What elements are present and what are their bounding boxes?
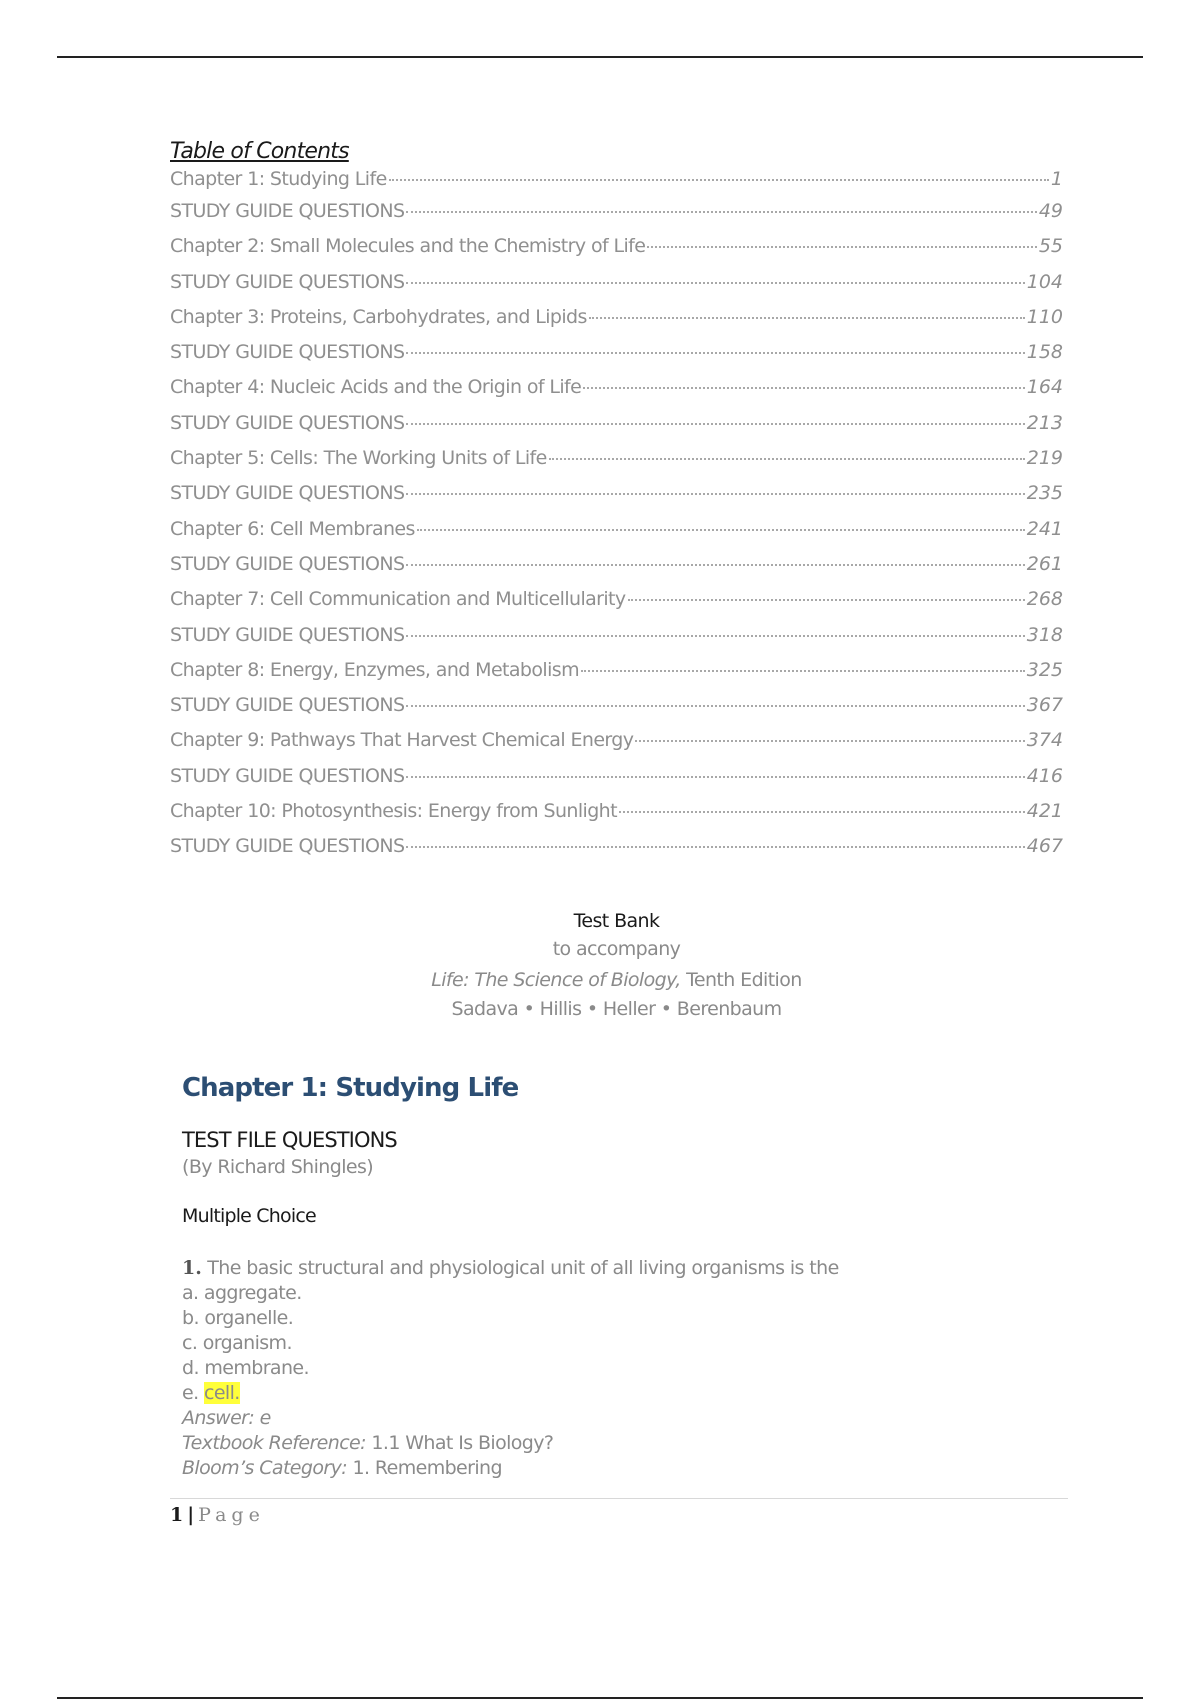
- toc-dot-leader: [406, 635, 1024, 637]
- highlighted-answer: cell.: [203, 1382, 240, 1404]
- toc-entry[interactable]: [170, 341, 1063, 376]
- toc-entry-page: 164: [1026, 376, 1063, 399]
- toc-entry-title: Chapter 2: Small Molecules and the Chemistry of Life: [170, 235, 646, 258]
- answer-option-prefix: e.: [182, 1382, 204, 1404]
- book-authors: Sadava • Hillis • Heller • Berenbaum: [451, 998, 782, 1020]
- book-title-line: [170, 965, 1063, 995]
- toc-entry[interactable]: [170, 376, 1063, 411]
- question-item: [182, 1255, 1062, 1481]
- toc-entry-title: STUDY GUIDE QUESTIONS: [170, 482, 405, 505]
- toc-entry-page: 213: [1026, 411, 1063, 434]
- answer-label: Answer:: [182, 1407, 255, 1429]
- toc-dot-leader: [628, 599, 1025, 601]
- toc-entry[interactable]: [170, 624, 1063, 659]
- toc-dot-leader: [619, 811, 1025, 813]
- toc-entry-title: Chapter 1: Studying Life: [170, 168, 387, 190]
- toc-entry-page: 318: [1026, 623, 1063, 646]
- toc-entry[interactable]: [170, 800, 1063, 835]
- multiple-choice-heading: Multiple Choice: [182, 1205, 316, 1227]
- footer-divider: [170, 1498, 1068, 1499]
- toc-dot-leader: [589, 317, 1025, 319]
- chapter-section: [182, 1070, 1062, 1481]
- toc-dot-leader: [389, 179, 1049, 181]
- question-stem: [182, 1255, 1062, 1281]
- toc-entry-page: 325: [1026, 658, 1063, 681]
- question-text: The basic structural and physiological unit of all living organisms is the: [201, 1257, 839, 1279]
- toc-entry-page: 416: [1026, 764, 1063, 787]
- toc-dot-leader: [406, 776, 1024, 778]
- toc-entry[interactable]: [170, 729, 1063, 764]
- toc-dot-leader: [406, 352, 1024, 354]
- toc-entry[interactable]: [170, 765, 1063, 800]
- toc-entry-page: 219: [1026, 447, 1063, 470]
- answer-line: [182, 1406, 1062, 1431]
- toc-entry[interactable]: [170, 482, 1063, 517]
- toc-dot-leader: [583, 387, 1025, 389]
- toc-dot-leader: [581, 670, 1025, 672]
- toc-entry[interactable]: [170, 412, 1063, 447]
- toc-entry-title: Chapter 5: Cells: The Working Units of Life: [170, 447, 547, 470]
- toc-title: Table of Contents: [170, 139, 349, 164]
- toc-entry[interactable]: [170, 694, 1063, 729]
- test-file-heading: TEST FILE QUESTIONS: [182, 1128, 397, 1152]
- toc-entry[interactable]: [170, 835, 1063, 870]
- toc-entry-title: Chapter 6: Cell Membranes: [170, 517, 415, 540]
- toc-entry-page: 421: [1026, 800, 1063, 823]
- toc-entry-page: 1: [1050, 168, 1063, 190]
- toc-entry[interactable]: [170, 200, 1063, 235]
- toc-entry-page: 110: [1026, 305, 1063, 328]
- toc-entry-title: STUDY GUIDE QUESTIONS: [170, 694, 405, 717]
- toc-dot-leader: [406, 705, 1024, 707]
- toc-dot-leader: [635, 740, 1024, 742]
- toc-dot-leader: [406, 846, 1024, 848]
- toc-entry-page: 241: [1026, 517, 1063, 540]
- blooms-category-label: Bloom’s Category:: [182, 1457, 348, 1479]
- toc-entry-page: 268: [1026, 588, 1063, 611]
- answer-option: d. membrane.: [182, 1357, 309, 1379]
- toc-entry-page: 235: [1026, 482, 1063, 505]
- toc-entry-title: STUDY GUIDE QUESTIONS: [170, 411, 405, 434]
- toc-entry-title: STUDY GUIDE QUESTIONS: [170, 341, 405, 364]
- toc-entry-title: Chapter 4: Nucleic Acids and the Origin of Life: [170, 376, 582, 399]
- footer-separator: |: [187, 1504, 195, 1526]
- toc-entry-title: STUDY GUIDE QUESTIONS: [170, 270, 405, 293]
- toc-entry[interactable]: [170, 235, 1063, 270]
- blooms-category-value: 1. Remembering: [347, 1457, 502, 1479]
- footer-page-number: 1: [170, 1504, 184, 1526]
- toc-entry[interactable]: [170, 553, 1063, 588]
- toc-entry[interactable]: [170, 306, 1063, 341]
- toc-dot-leader: [647, 246, 1036, 248]
- toc-dot-leader: [406, 211, 1036, 213]
- toc-entry-title: STUDY GUIDE QUESTIONS: [170, 552, 405, 575]
- toc-entry-title: STUDY GUIDE QUESTIONS: [170, 200, 405, 222]
- test-bank-title: Test Bank: [573, 910, 660, 932]
- answer-option: b. organelle.: [182, 1307, 294, 1329]
- bottom-rule: [57, 1697, 1143, 1699]
- toc-entry-page: 104: [1026, 270, 1063, 293]
- toc-entry-title: Chapter 10: Photosynthesis: Energy from Sunlight: [170, 800, 617, 823]
- chapter-title: Chapter 1: Studying Life: [182, 1073, 519, 1103]
- answer-option: a. aggregate.: [182, 1282, 302, 1304]
- test-file-author: (By Richard Shingles): [182, 1156, 374, 1178]
- answer-options: [182, 1281, 1062, 1406]
- toc-entry[interactable]: [170, 518, 1063, 553]
- toc-dot-leader: [406, 564, 1024, 566]
- question-number: 1.: [182, 1257, 202, 1279]
- textbook-reference-value: 1.1 What Is Biology?: [365, 1432, 554, 1454]
- toc-entry-page: 49: [1038, 200, 1063, 222]
- answer-option-correct: [182, 1381, 1062, 1406]
- footer-page-label: Page: [198, 1504, 265, 1526]
- toc-entry-page: 261: [1026, 552, 1063, 575]
- toc-entry-title: Chapter 8: Energy, Enzymes, and Metabolism: [170, 658, 579, 681]
- answer-value: e: [254, 1407, 271, 1429]
- page-footer: [170, 1502, 265, 1528]
- toc-entry-page: 158: [1026, 341, 1063, 364]
- toc-entry-title: Chapter 9: Pathways That Harvest Chemical Energy: [170, 729, 634, 752]
- toc-entry-page: 374: [1026, 729, 1063, 752]
- toc-entry-title: STUDY GUIDE QUESTIONS: [170, 835, 405, 858]
- toc-entry-page: 367: [1026, 694, 1063, 717]
- test-bank-subtitle: to accompany: [552, 938, 681, 960]
- book-edition: Tenth Edition: [680, 969, 802, 991]
- toc-entry-page: 55: [1038, 235, 1063, 258]
- book-title: Life: The Science of Biology,: [431, 969, 681, 991]
- toc-entry-page: 467: [1026, 835, 1063, 858]
- toc-entry[interactable]: [170, 271, 1063, 306]
- toc-entry-title: STUDY GUIDE QUESTIONS: [170, 623, 405, 646]
- textbook-reference-line: [182, 1431, 1062, 1456]
- toc-dot-leader: [417, 529, 1025, 531]
- toc-entry[interactable]: [170, 168, 1063, 200]
- toc-entry-title: STUDY GUIDE QUESTIONS: [170, 764, 405, 787]
- toc-entry-title: Chapter 7: Cell Communication and Multicellularity: [170, 588, 626, 611]
- toc-entry[interactable]: [170, 659, 1063, 694]
- toc-dot-leader: [406, 423, 1024, 425]
- toc-dot-leader: [549, 458, 1025, 460]
- answer-option: c. organism.: [182, 1332, 292, 1354]
- blooms-category-line: [182, 1456, 1062, 1481]
- test-bank-title-block: [170, 907, 1063, 1023]
- toc-dot-leader: [406, 282, 1024, 284]
- toc-entry-title: Chapter 3: Proteins, Carbohydrates, and Lipids: [170, 305, 587, 328]
- table-of-contents: [170, 138, 1063, 871]
- toc-dot-leader: [406, 493, 1024, 495]
- toc-entry[interactable]: [170, 447, 1063, 482]
- top-rule: [57, 56, 1143, 58]
- textbook-reference-label: Textbook Reference:: [182, 1432, 366, 1454]
- toc-list: [170, 168, 1063, 871]
- toc-entry[interactable]: [170, 588, 1063, 623]
